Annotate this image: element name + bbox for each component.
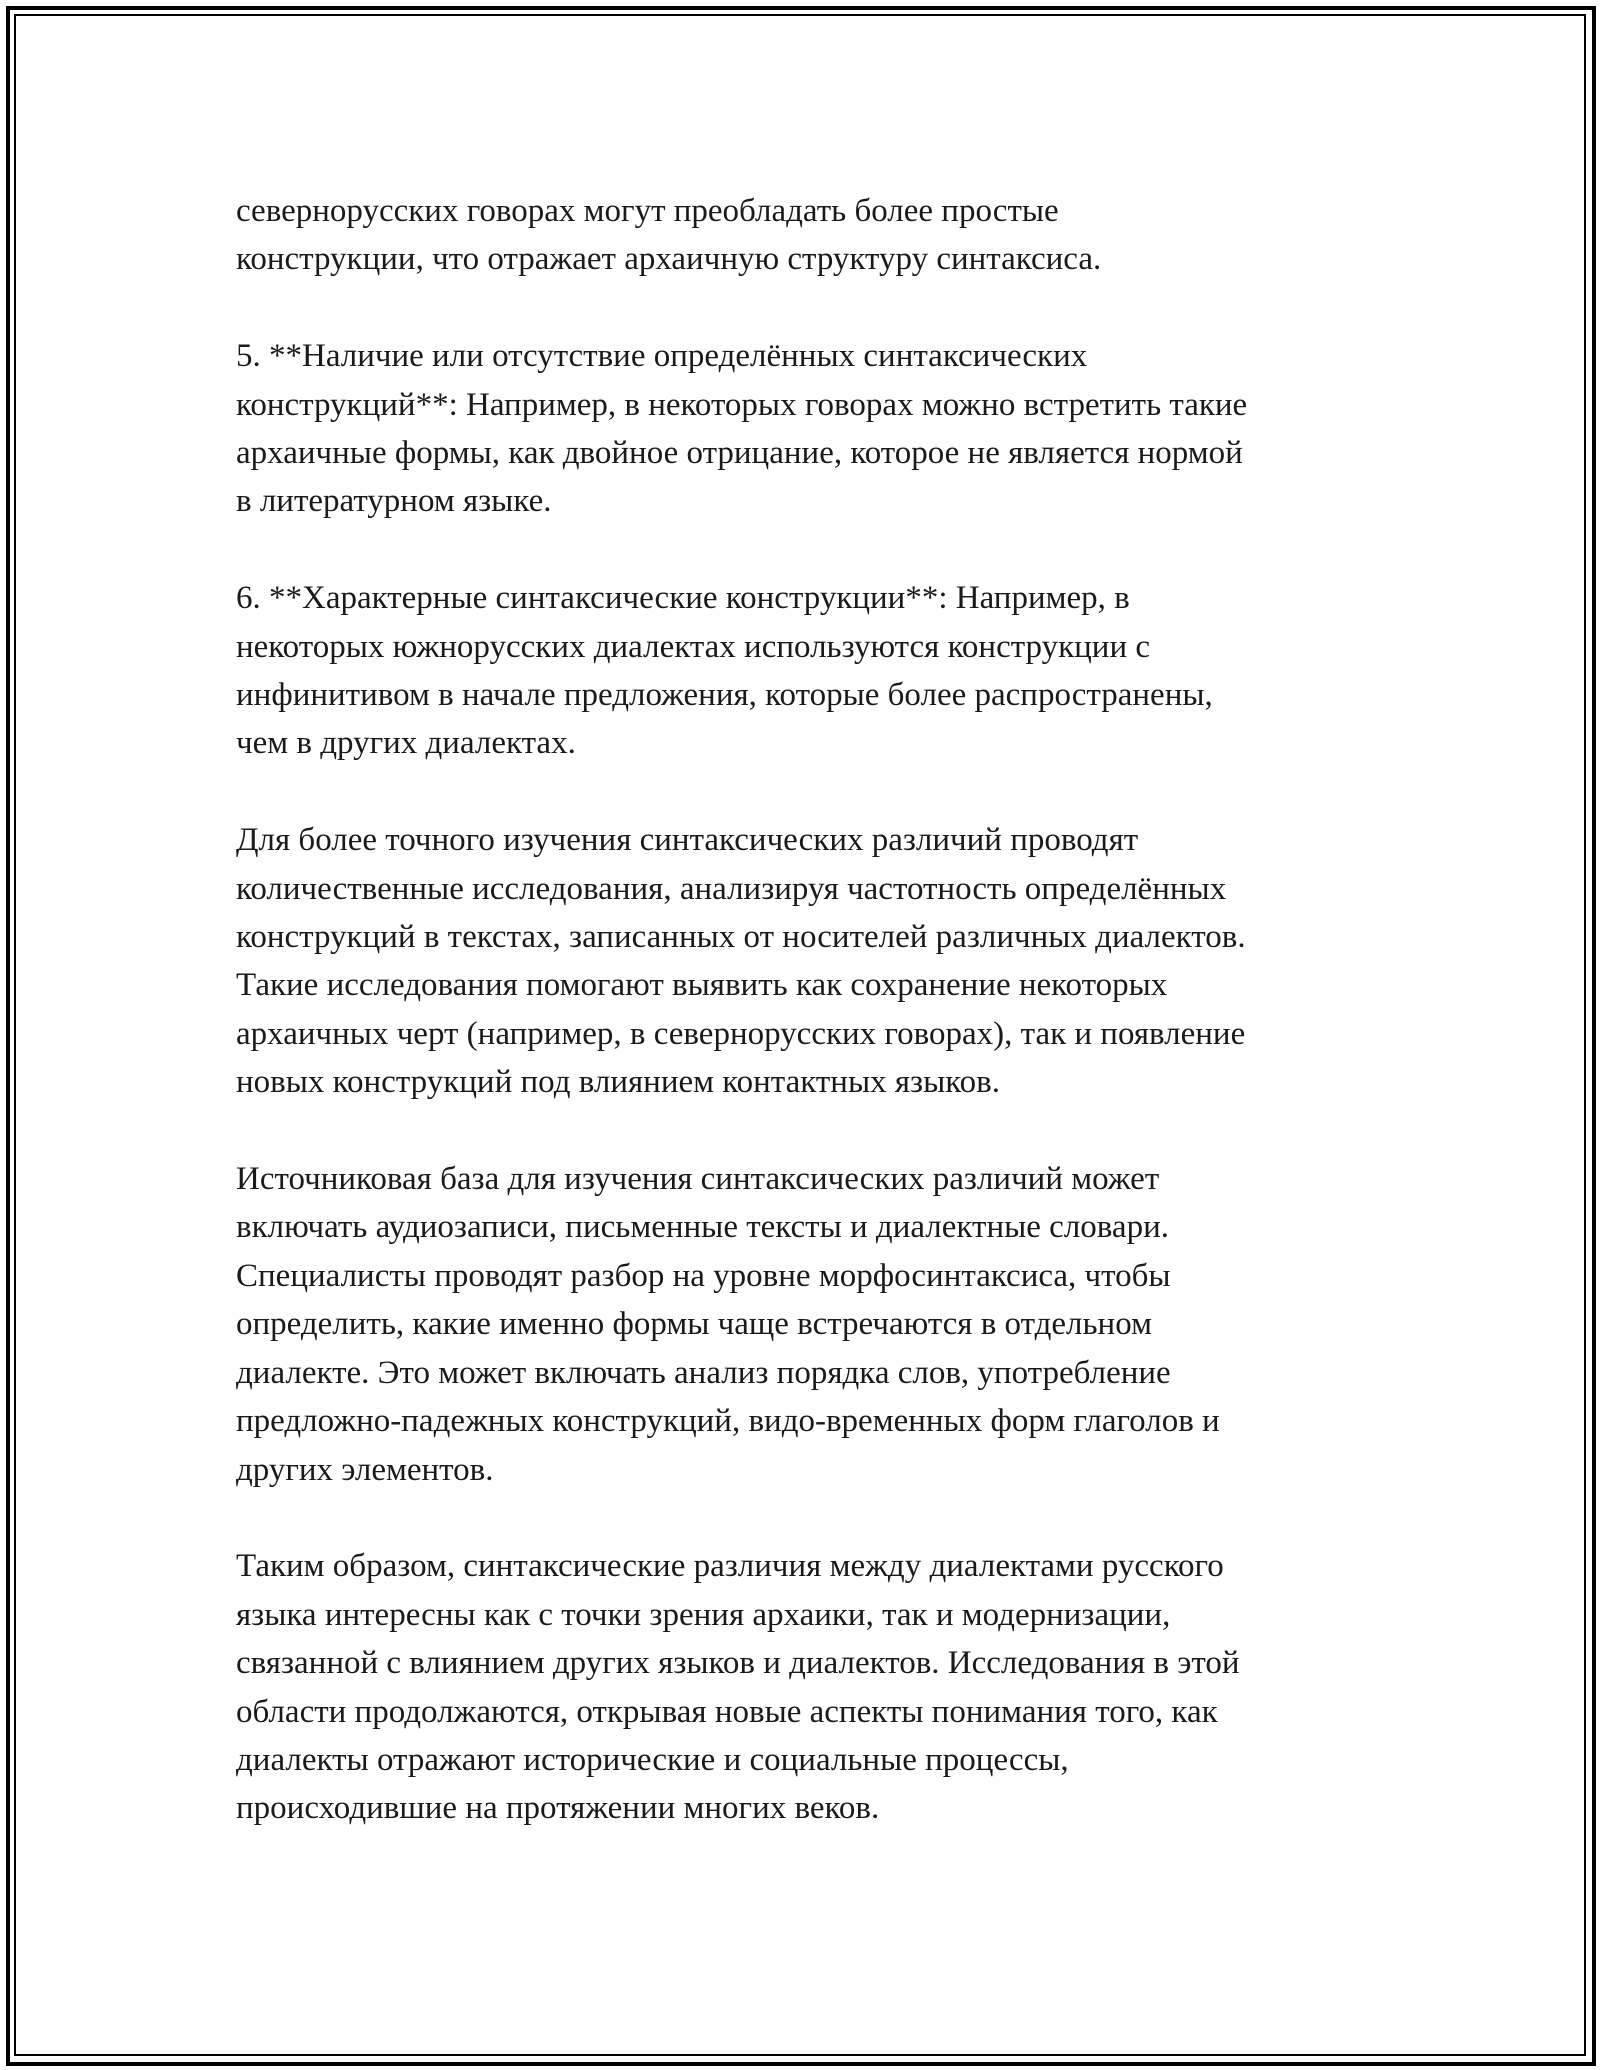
paragraph <box>236 332 1386 526</box>
text-line: 6. **Характерные синтаксические конструкции**: Например, в <box>236 580 1130 617</box>
paragraph <box>236 574 1386 768</box>
text-line: Таким образом, синтаксические различия между диалектами русского <box>236 1548 1224 1585</box>
text-line: происходившие на протяжении многих веков. <box>236 1790 880 1827</box>
text-line: конструкций в текстах, записанных от носителей различных диалектов. <box>236 919 1246 956</box>
text-line: 5. **Наличие или отсутствие определённых синтаксических <box>236 338 1088 375</box>
paragraph <box>236 1542 1386 1832</box>
text-line: в литературном языке. <box>236 483 552 520</box>
paragraph <box>236 816 1386 1106</box>
text-line: Источниковая база для изучения синтаксических различий может <box>236 1161 1160 1198</box>
text-line: некоторых южнорусских диалектах используются конструкции с <box>236 628 1151 665</box>
text-line: количественные исследования, анализируя частотность определённых <box>236 870 1227 907</box>
text-line: включать аудиозаписи, письменные тексты и диалектные словари. <box>236 1209 1169 1246</box>
text-line: связанной с влиянием других языков и диалектов. Исследования в этой <box>236 1645 1240 1682</box>
text-line: языка интересны как с точки зрения архаики, так и модернизации, <box>236 1596 1171 1633</box>
paragraph <box>236 187 1386 284</box>
document-body <box>236 187 1386 1833</box>
text-line: диалекты отражают исторические и социальные процессы, <box>236 1741 1069 1778</box>
text-line: Специалисты проводят разбор на уровне морфосинтаксиса, чтобы <box>236 1257 1171 1294</box>
text-line: новых конструкций под влиянием контактных языков. <box>236 1064 1000 1101</box>
paragraph <box>236 1155 1386 1494</box>
text-line: области продолжаются, открывая новые аспекты понимания того, как <box>236 1693 1218 1730</box>
text-line: предложно-падежных конструкций, видо-временных форм глаголов и <box>236 1403 1220 1440</box>
text-line: чем в других диалектах. <box>236 725 576 762</box>
text-line: конструкций**: Например, в некоторых говорах можно встретить такие <box>236 386 1248 423</box>
text-line: диалекте. Это может включать анализ порядка слов, употребление <box>236 1354 1171 1391</box>
text-line: архаичные формы, как двойное отрицание, которое не является нормой <box>236 435 1243 472</box>
text-line: конструкции, что отражает архаичную структуру синтаксиса. <box>236 241 1102 278</box>
text-line: севернорусских говорах могут преобладать более простые <box>236 193 1059 229</box>
text-line: Такие исследования помогают выявить как сохранение некоторых <box>236 967 1168 1004</box>
text-line: архаичных черт (например, в севернорусских говорах), так и появление <box>236 1015 1246 1052</box>
text-line: других элементов. <box>236 1451 494 1488</box>
text-line: инфинитивом в начале предложения, которые более распространены, <box>236 677 1213 714</box>
text-line: Для более точного изучения синтаксических различий проводят <box>236 822 1139 859</box>
text-line: определить, какие именно формы чаще встречаются в отдельном <box>236 1306 1152 1343</box>
